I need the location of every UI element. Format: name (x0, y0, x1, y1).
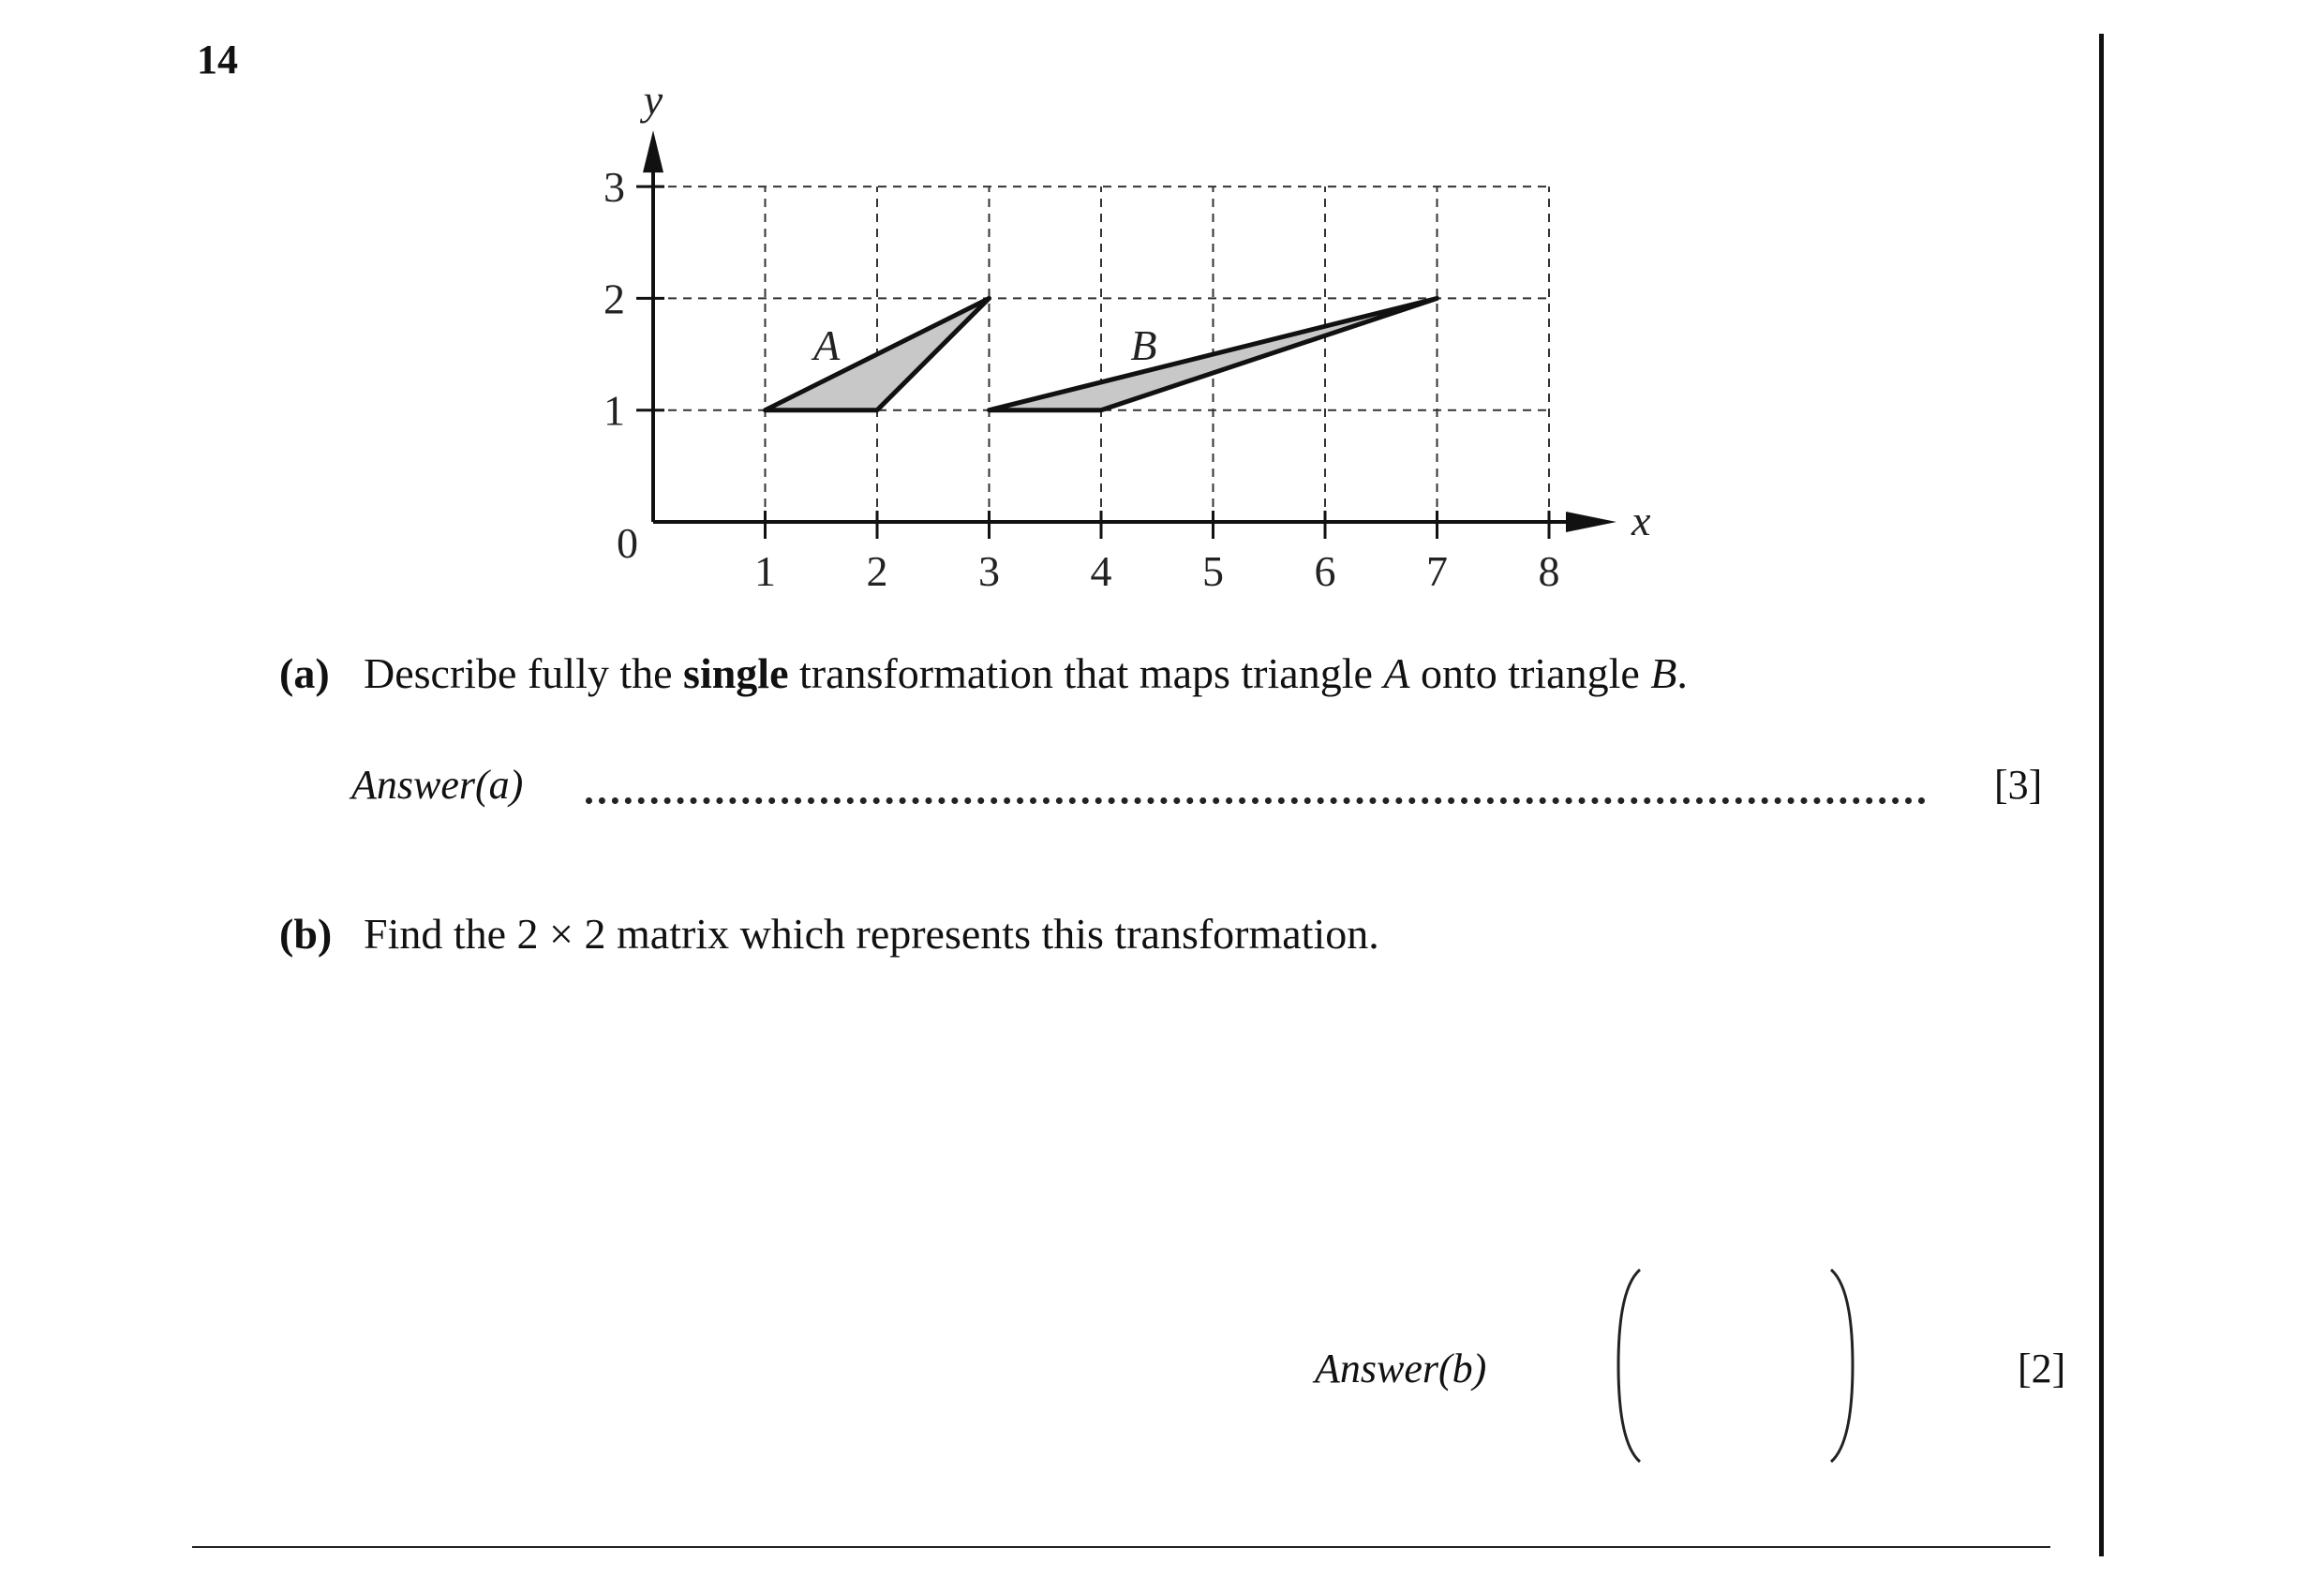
part-a-triangle-a: A (1383, 649, 1410, 697)
part-a-triangle-b: B (1650, 649, 1677, 697)
answer-b-label: Answer(b) (1315, 1346, 1487, 1391)
x-tick-label: 8 (1538, 547, 1560, 595)
part-b-label: (b) (279, 910, 333, 958)
part-a-marks: [3] (1994, 762, 2043, 808)
x-axis-arrow (1566, 512, 1616, 532)
x-tick-label: 4 (1090, 547, 1112, 595)
x-axis-label: x (1631, 497, 1651, 544)
bottom-rule (192, 1546, 2050, 1548)
answer-b-matrix[interactable] (1614, 1265, 1857, 1466)
answer-a-line[interactable] (586, 797, 1926, 804)
question-number: 14 (197, 37, 238, 82)
y-axis-label: y (643, 76, 663, 125)
y-tick-label: 1 (603, 386, 625, 435)
part-b-marks: [2] (2018, 1346, 2066, 1391)
part-a-bold: single (683, 649, 789, 697)
grid (653, 186, 1549, 522)
answer-a-label: Answer(a) (351, 762, 524, 808)
triangle-b-label: B (1130, 321, 1157, 370)
matrix-left-bracket (1618, 1270, 1640, 1462)
x-tick-label: 3 (978, 547, 1000, 595)
x-tick-label: 5 (1202, 547, 1224, 595)
coordinate-graph (0, 0, 2324, 656)
y-tick-label: 3 (603, 163, 625, 212)
part-a-text-3: onto triangle (1409, 649, 1651, 697)
part-a-text-1: Describe fully the (364, 649, 684, 697)
part-a-label: (a) (279, 649, 330, 697)
x-tick-label: 7 (1426, 547, 1448, 595)
part-b-text: Find the 2 × 2 matrix which represents this transformation. (364, 910, 1379, 958)
part-a-text-2: transformation that maps triangle (788, 649, 1384, 697)
x-tick-label: 6 (1314, 547, 1336, 595)
triangle-a (766, 298, 990, 409)
matrix-right-bracket (1831, 1270, 1853, 1462)
triangle-b (990, 298, 1438, 409)
origin-label: 0 (617, 519, 638, 567)
part-a-text-4: . (1676, 649, 1688, 697)
part-b-question (279, 909, 1379, 959)
triangle-a-label: A (813, 321, 841, 370)
x-tick-label: 2 (866, 547, 888, 595)
part-a-question (279, 648, 1688, 698)
y-axis-arrow (643, 130, 663, 172)
axes (636, 130, 1616, 539)
y-tick-label: 2 (603, 275, 625, 323)
right-margin-rule (2099, 34, 2104, 1556)
axis-labels (603, 76, 1651, 595)
x-tick-label: 1 (754, 547, 776, 595)
